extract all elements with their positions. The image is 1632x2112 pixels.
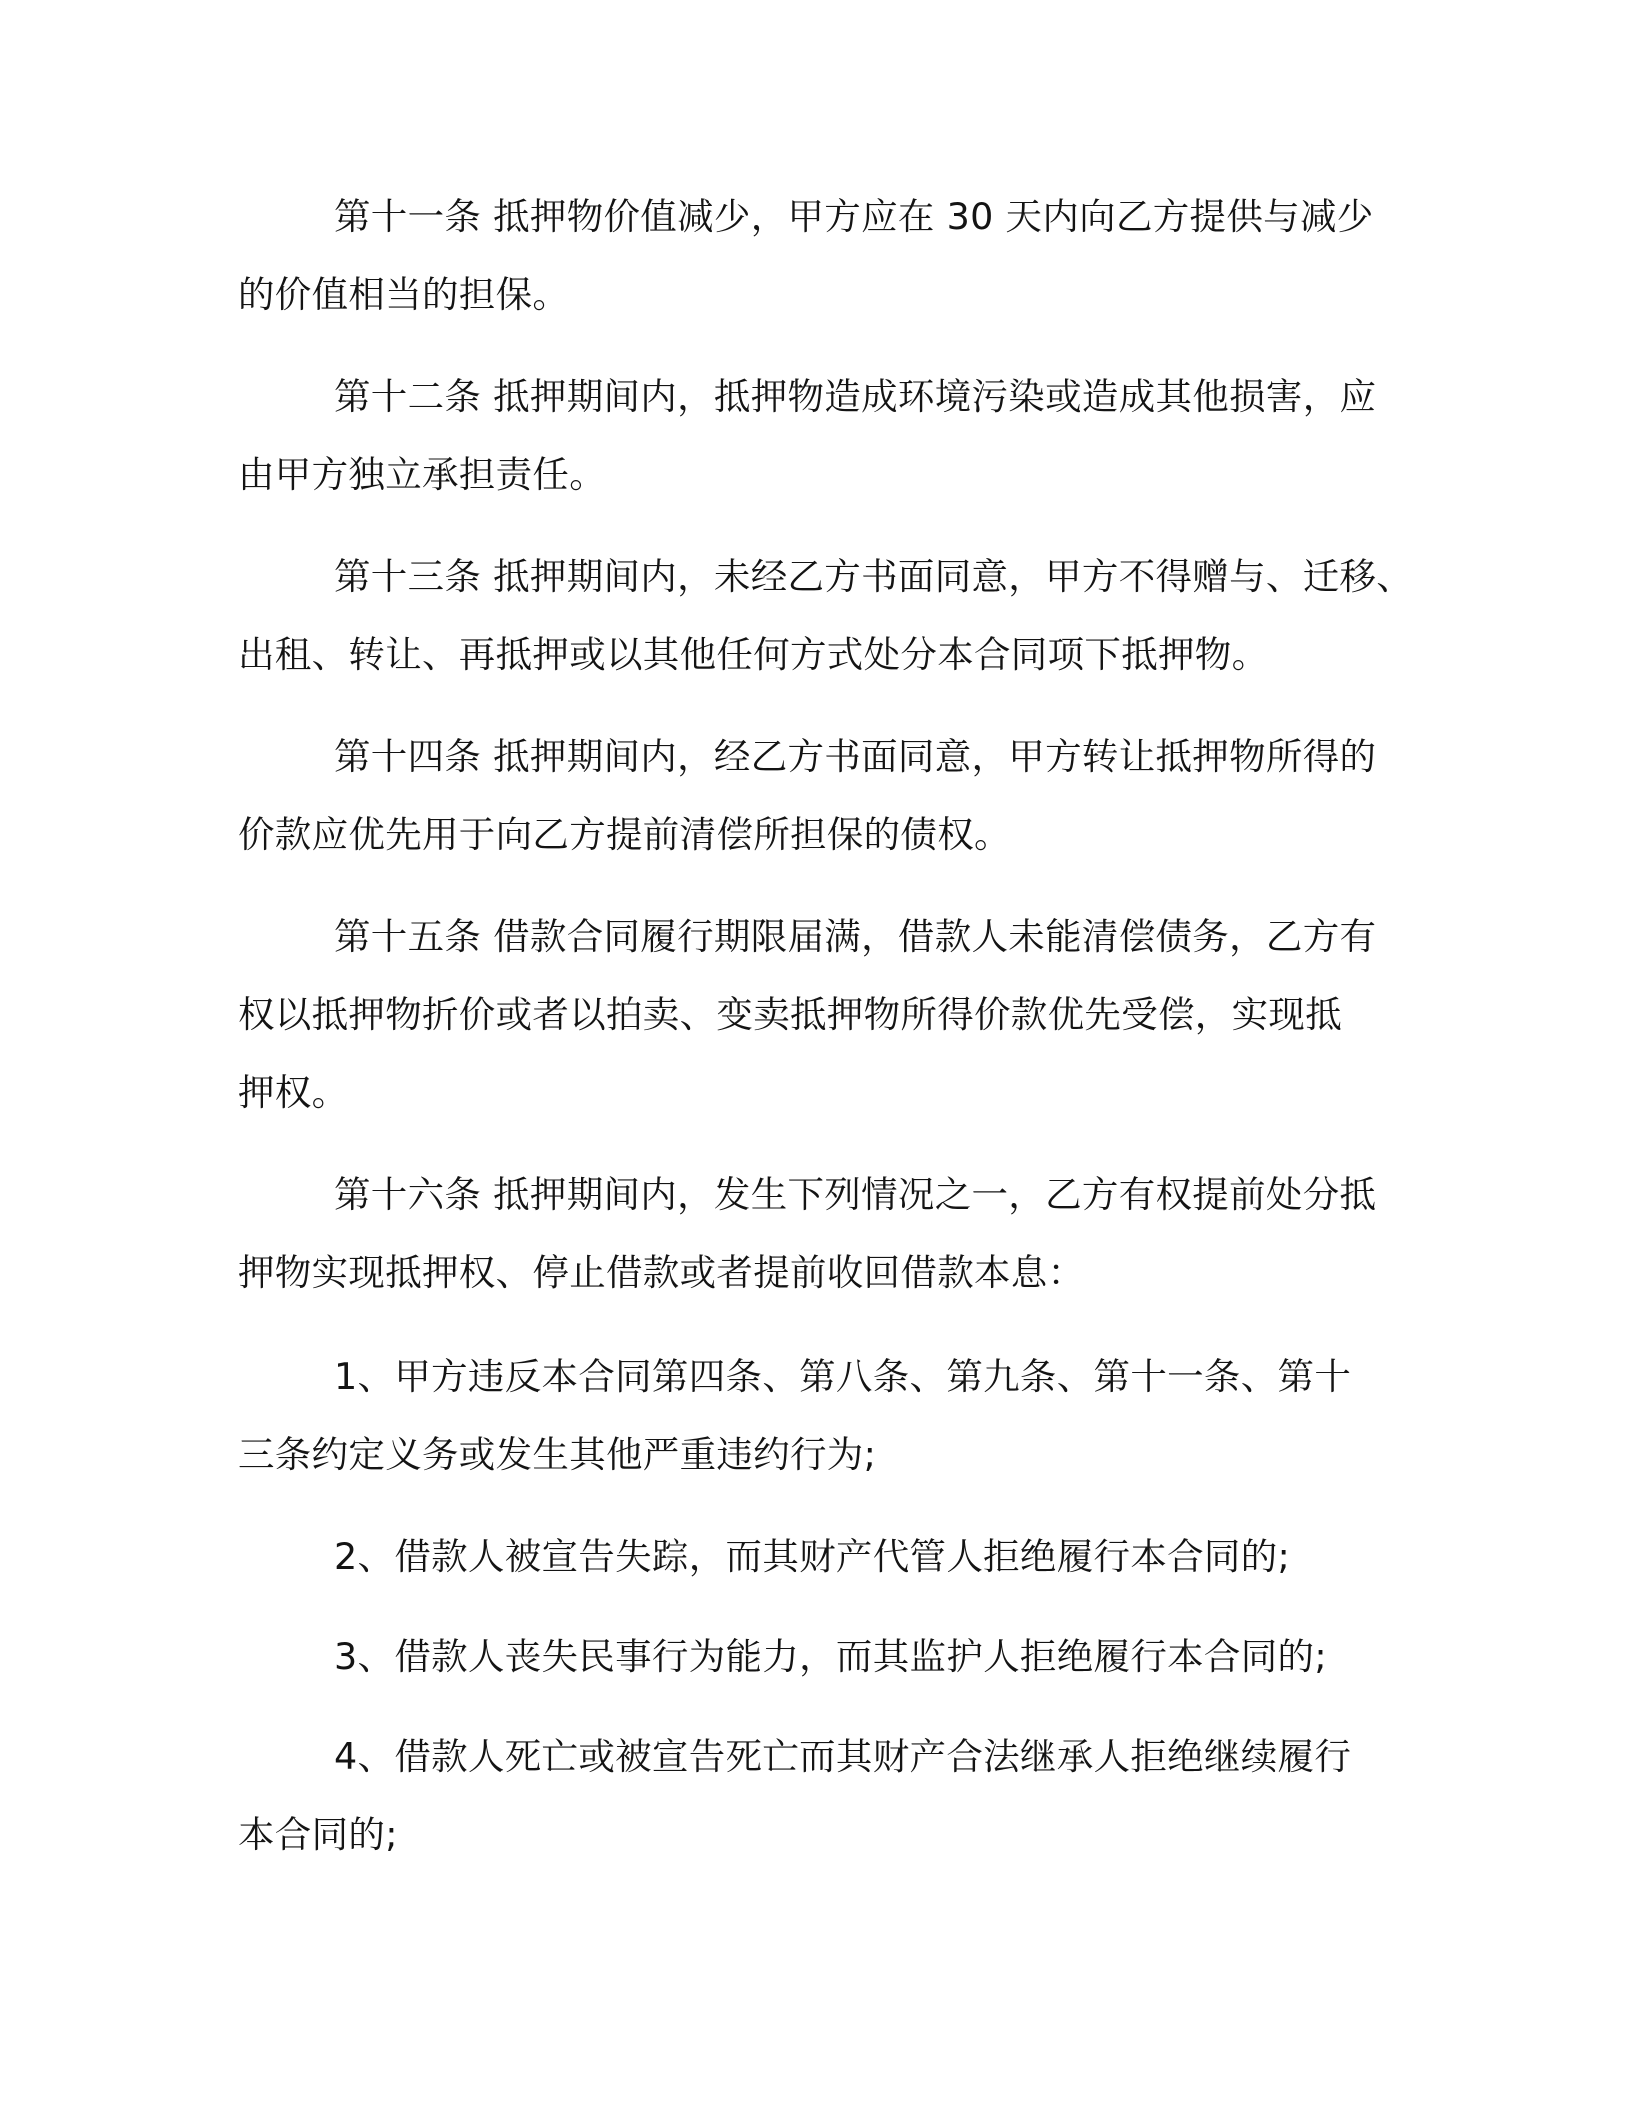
clause-12-line-1: 第十二条 抵押期间内，抵押物造成环境污染或造成其他损害，应 (334, 375, 1377, 418)
clause-16-item-2-line-1: 2、借款人被宣告失踪，而其财产代管人拒绝履行本合同的; (334, 1535, 1291, 1578)
clause-14-line-2: 价款应优先用于向乙方提前清偿所担保的债权。 (238, 813, 1011, 856)
clause-16-item-1-line-1: 1、甲方违反本合同第四条、第八条、第九条、第十一条、第十 (334, 1355, 1352, 1398)
clause-15-line-3: 押权。 (238, 1071, 349, 1114)
clause-16-line-1: 第十六条 抵押期间内，发生下列情况之一，乙方有权提前处分抵 (334, 1173, 1377, 1216)
clause-16 (238, 1156, 1418, 1312)
clause-16-item-3 (238, 1618, 1418, 1696)
clause-14-line-1: 第十四条 抵押期间内，经乙方书面同意，甲方转让抵押物所得的 (334, 735, 1377, 778)
clause-11-line-2: 的价值相当的担保。 (238, 273, 570, 316)
clause-11-line-1: 第十一条 抵押物价值减少，甲方应在 30 天内向乙方提供与减少 (334, 195, 1374, 238)
clause-15-line-1: 第十五条 借款合同履行期限届满，借款人未能清偿债务，乙方有 (334, 915, 1377, 958)
clause-16-item-1-line-2: 三条约定义务或发生其他严重违约行为; (238, 1433, 877, 1476)
clause-13-line-2: 出租、转让、再抵押或以其他任何方式处分本合同项下抵押物。 (238, 633, 1269, 676)
clause-12-line-2: 由甲方独立承担责任。 (238, 453, 606, 496)
clause-12 (238, 358, 1418, 514)
clause-13 (238, 538, 1418, 694)
clause-15 (238, 898, 1418, 1132)
clause-16-item-1 (238, 1338, 1418, 1494)
clause-14 (238, 718, 1418, 874)
clause-11 (238, 178, 1418, 334)
clause-16-item-4 (238, 1718, 1418, 1874)
clause-16-item-3-line-1: 3、借款人丧失民事行为能力，而其监护人拒绝履行本合同的; (334, 1635, 1327, 1678)
clause-16-item-2 (238, 1518, 1418, 1596)
clause-16-item-4-line-1: 4、借款人死亡或被宣告死亡而其财产合法继承人拒绝继续履行 (334, 1735, 1352, 1778)
clause-16-line-2: 押物实现抵押权、停止借款或者提前收回借款本息： (238, 1251, 1085, 1294)
clause-15-line-2: 权以抵押物折价或者以拍卖、变卖抵押物所得价款优先受偿，实现抵 (238, 993, 1342, 1036)
clause-13-line-1: 第十三条 抵押期间内，未经乙方书面同意，甲方不得赠与、迁移、 (334, 555, 1414, 598)
clause-16-item-4-line-2: 本合同的; (238, 1813, 398, 1856)
